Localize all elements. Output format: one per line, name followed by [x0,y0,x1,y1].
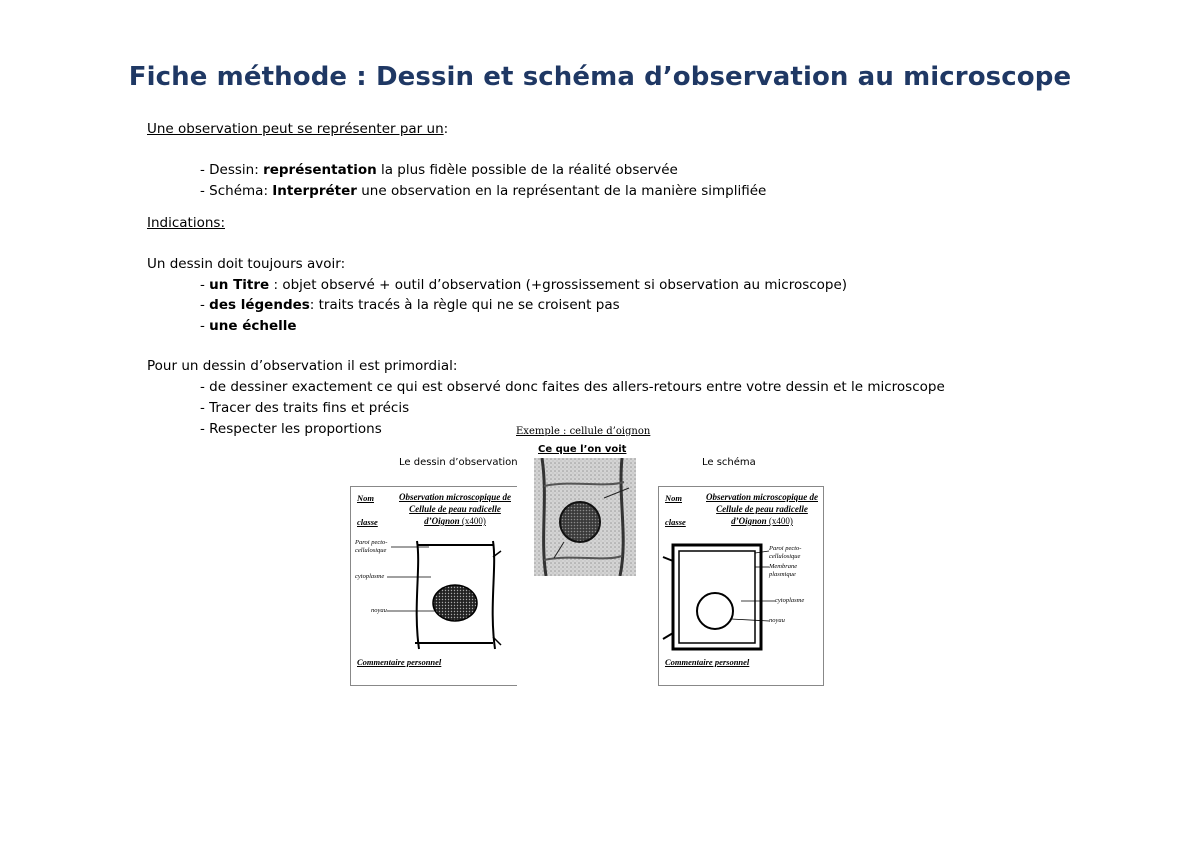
card-nom-label: Nom [665,493,682,503]
primordial-item: - Respecter les proportions [200,421,382,437]
card-title-line: Cellule de peau radicelle [716,504,808,514]
item-rest: : objet observé + outil d’observation (+grossissement si observation au microscope) [269,277,848,293]
page-title: Fiche méthode : Dessin et schéma d’observation au microscope [128,62,1072,92]
intro-item-rest: une observation en la représentant de la manière simplifiée [356,183,767,199]
item-prefix: - [200,277,210,293]
label-noyau: noyau [371,607,387,614]
intro-item-prefix: - Dessin: [200,162,264,178]
label-noyau: noyau [769,617,785,624]
card-title-line: d’Oignon [424,516,460,526]
microscope-photo [534,458,636,576]
schema-card [658,486,824,686]
item-bold: une échelle [209,318,297,334]
indications-heading: Indications: [147,215,225,231]
example-caption: Exemple : cellule d’oignon [516,426,651,437]
card-classe-label: classe [357,517,378,527]
primordial-item: - Tracer des traits fins et précis [200,400,410,416]
dessin-intro: Un dessin doit toujours avoir: [147,256,346,272]
card-footer: Commentaire personnel [665,657,750,667]
center-caption: Ce que l’on voit [538,444,627,455]
left-caption: Le dessin d’observation [399,457,518,468]
card-magnification: (x400) [461,516,486,526]
intro-item-bold: Interpréter [272,183,357,199]
intro-item-dessin [200,161,678,179]
dessin-card [350,486,517,686]
intro-heading: Une observation peut se représenter par un [147,121,444,137]
intro-item-schema [200,182,766,200]
dessin-item-titre [200,276,847,294]
primordial-intro: Pour un dessin d’observation il est primordial: [147,358,458,374]
label-membrane: Membrane plasmique [769,563,798,578]
card-title-line: Cellule de peau radicelle [409,504,501,514]
schema-cell-drawing [659,487,823,685]
dessin-cell-drawing [351,487,517,685]
intro-item-bold: représentation [263,162,377,178]
label-paroi: Paroi pecto-cellulosique [769,545,802,560]
card-title-line: d’Oignon [731,516,767,526]
card-title-line: Observation microscopique de [706,492,818,502]
item-prefix: - [200,297,210,313]
card-title-line: Observation microscopique de [399,492,511,502]
intro-item-rest: la plus fidèle possible de la réalité observée [376,162,678,178]
item-prefix: - [200,318,210,334]
card-magnification: (x400) [768,516,793,526]
label-cytoplasme: cytoplasme [355,573,385,580]
dessin-item-echelle [200,317,297,335]
intro-item-prefix: - Schéma: [200,183,273,199]
intro-heading-suffix: : [443,121,449,137]
label-cytoplasme: cytoplasme [775,597,805,604]
card-footer: Commentaire personnel [357,657,442,667]
intro-heading-line [147,120,448,138]
item-bold: un Titre [209,277,270,293]
card-classe-label: classe [665,517,686,527]
item-bold: des légendes [209,297,310,313]
primordial-item: - de dessiner exactement ce qui est observé donc faites des allers-retours entre votre dessin et le microscope [200,379,945,395]
card-nom-label: Nom [357,493,374,503]
label-paroi: Paroi pecto-cellulosique [355,539,388,554]
dessin-item-legendes [200,296,620,314]
right-caption: Le schéma [702,457,756,468]
item-rest: : traits tracés à la règle qui ne se croisent pas [309,297,620,313]
